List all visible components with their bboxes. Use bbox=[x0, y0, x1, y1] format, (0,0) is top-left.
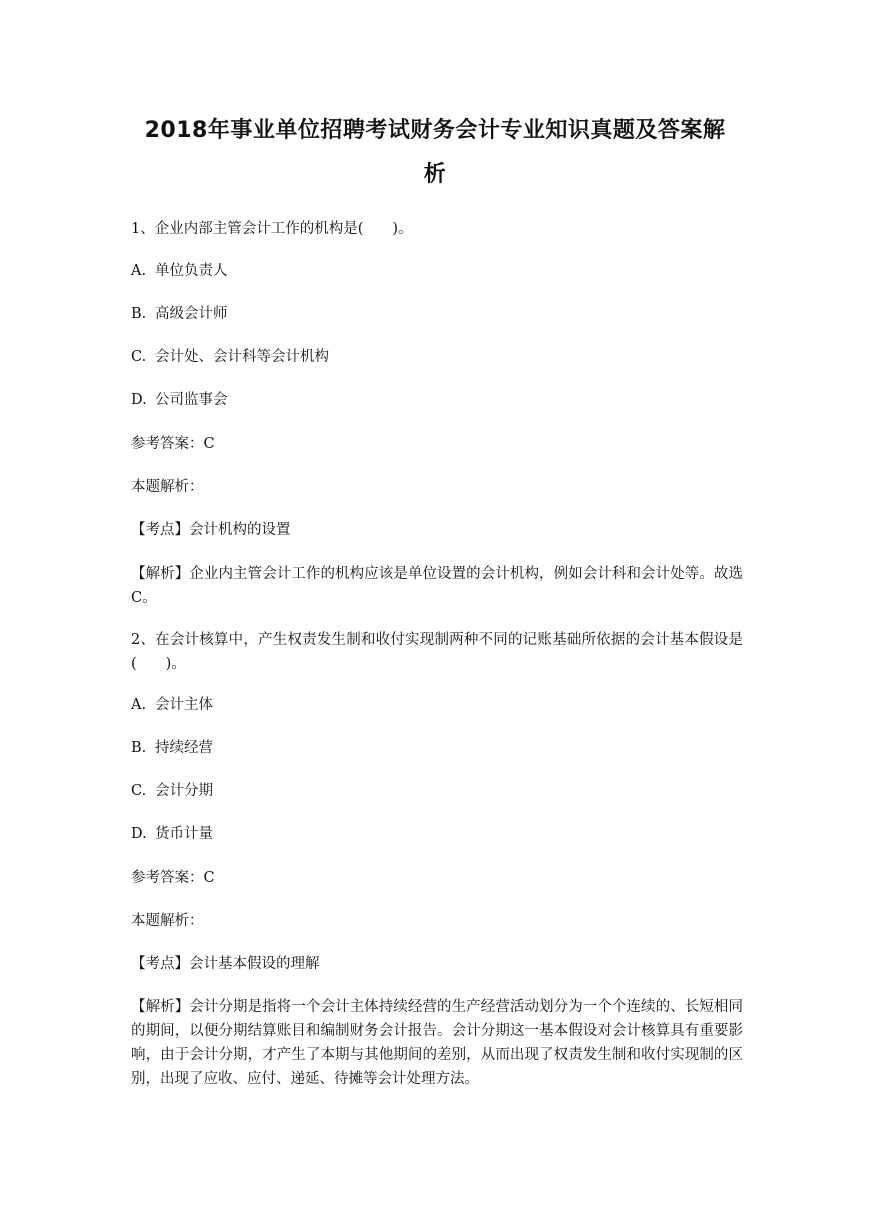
option-d bbox=[131, 822, 751, 846]
option-letter: C. bbox=[131, 349, 147, 365]
option-letter: D. bbox=[131, 826, 147, 842]
key-point: 【考点】会计基本假设的理解 bbox=[131, 956, 320, 972]
option-c bbox=[131, 345, 751, 369]
option-letter: B. bbox=[131, 740, 147, 756]
analysis-heading: 本题解析： bbox=[131, 913, 204, 929]
option-text: 货币计量 bbox=[155, 826, 213, 842]
option-letter: C. bbox=[131, 783, 147, 799]
option-b bbox=[131, 302, 751, 326]
option-letter: A. bbox=[131, 263, 147, 279]
reference-answer: 参考答案：C bbox=[131, 870, 215, 886]
page-title-continued: 析 bbox=[423, 162, 447, 187]
question-stem: 1、企业内部主管会计工作的机构是( )。 bbox=[131, 221, 413, 237]
key-point: 【考点】会计机构的设置 bbox=[131, 522, 291, 538]
page-title: 2018年事业单位招聘考试财务会计专业知识真题及答案解 bbox=[144, 118, 726, 143]
explanation: 【解析】企业内主管会计工作的机构应该是单位设置的会计机构，例如会计科和会计处等。故选 C。 bbox=[131, 566, 743, 606]
explanation: 【解析】会计分期是指将一个会计主体持续经营的生产经营活动划分为一个个连续的、长短相同的期间，以便分期结算账目和编制财务会计报告。会计分期这一基本假设对会计核算具有重要影响，由于会计分期，才产生了本期与其他期间的差别，从而出现了权责发生制和收付实现制的区别，出现了应收、应付、递延、待摊等会计处理方法。 bbox=[131, 999, 743, 1087]
option-a bbox=[131, 259, 751, 283]
option-text: 单位负责人 bbox=[155, 263, 228, 279]
option-text: 会计处、会计科等会计机构 bbox=[155, 349, 329, 365]
option-text: 会计主体 bbox=[155, 697, 213, 713]
question-stem: 2、在会计核算中，产生权责发生制和收付实现制两种不同的记账基础所依据的会计基本假设是( )。 bbox=[131, 632, 743, 672]
option-text: 高级会计师 bbox=[155, 306, 228, 322]
option-d bbox=[131, 388, 751, 412]
reference-answer: 参考答案：C bbox=[131, 436, 215, 452]
option-b bbox=[131, 736, 751, 760]
option-text: 公司监事会 bbox=[155, 392, 228, 408]
analysis-heading: 本题解析： bbox=[131, 479, 204, 495]
option-text: 持续经营 bbox=[155, 740, 213, 756]
option-text: 会计分期 bbox=[155, 783, 213, 799]
option-c bbox=[131, 779, 751, 803]
option-letter: B. bbox=[131, 306, 147, 322]
option-letter: A. bbox=[131, 697, 147, 713]
option-a bbox=[131, 693, 751, 717]
option-letter: D. bbox=[131, 392, 147, 408]
